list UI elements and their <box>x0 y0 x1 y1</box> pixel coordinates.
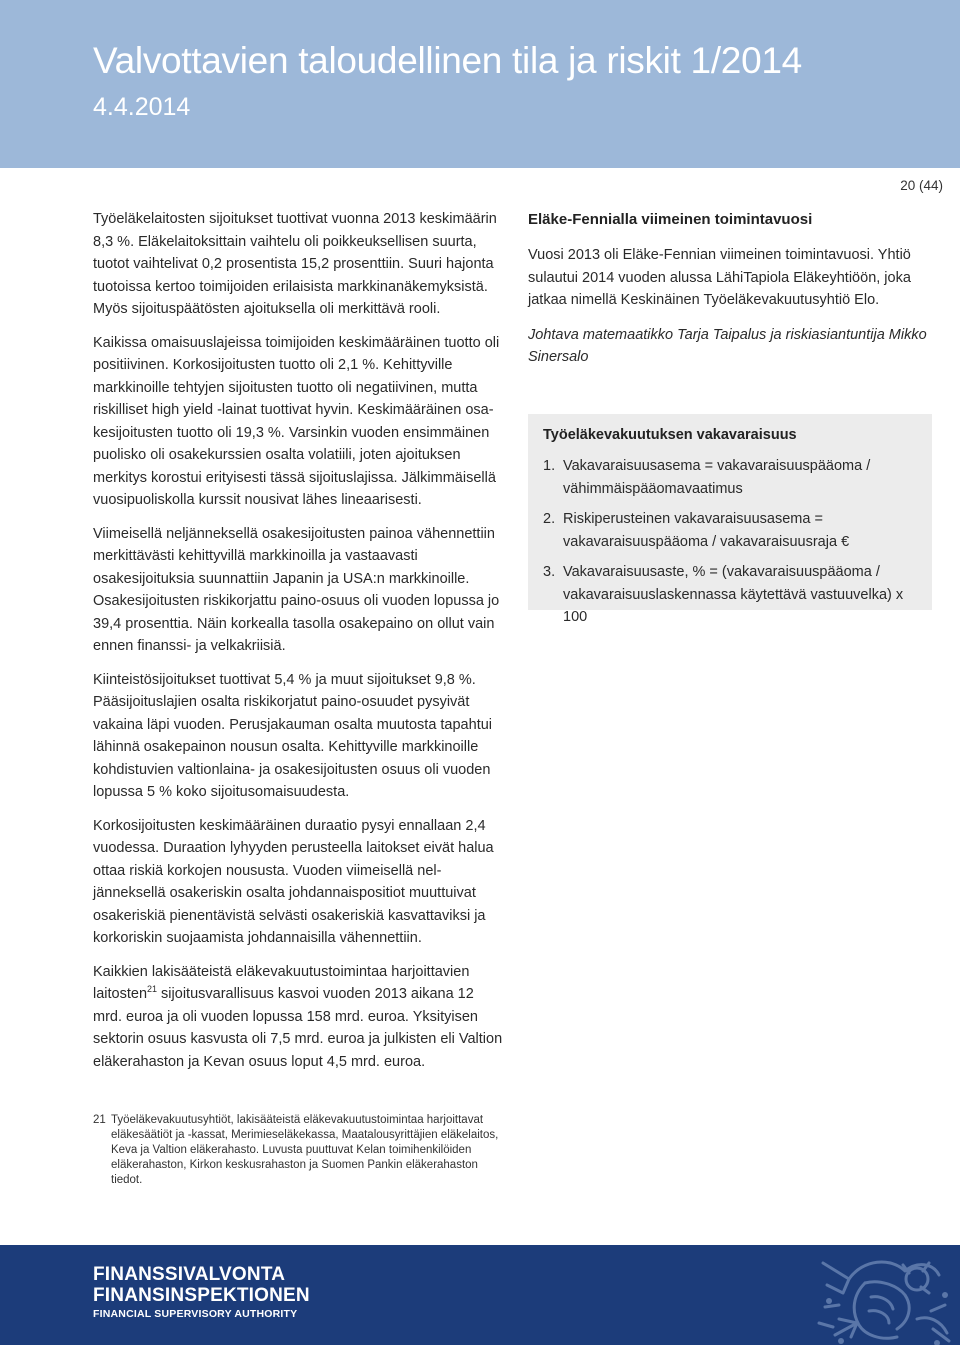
footnote-number: 21 <box>93 1114 106 1126</box>
list-item <box>543 561 917 629</box>
logo-line-finnish: FINANSSIVALVONTA <box>93 1264 286 1285</box>
footnote <box>93 1113 503 1188</box>
coat-of-arms-lion-icon <box>805 1249 960 1345</box>
organization-logo <box>93 1264 310 1322</box>
left-column <box>93 208 505 1084</box>
paragraph-text: sijoitusvarallisuus kasvoi vuoden 2013 aikana 12 mrd. euroa ja oli vuoden lopussa 158 mrd. euroa. Yksityisen sektorin osuus kasvusta oli 7,5 mrd. euroa ja julkisten eli Valtion eläkerahaston ja Kevan osuus loput 4,5 mrd. euroa. <box>93 986 503 1070</box>
report-date: 4.4.2014 <box>93 93 191 121</box>
logo-line-english: FINANCIAL SUPERVISORY AUTHORITY <box>93 1308 298 1320</box>
paragraph: Työeläkelaitosten sijoitukset tuottivat vuonna 2013 keskimäärin 8,3 %. Eläkelaitoksittain vaihtelu oli poikkeuksellisen suurta, tuotot vaihtelivat 0,2 prosentista 15,2 prosenttiin. Suuri hajonta tuotoissa kertoo toimijoiden erilaisista markkinanäkemyksistä. Myös sijoituspäätösten ajoituksella oli merkittävä rooli. <box>93 211 497 317</box>
footnote-text: Työeläkevakuutusyhtiöt, lakisääteistä eläkevakuutustoimintaa harjoittavat eläkesäätiöt ja -kassat, Merimieseläkekassa, Maatalousyrittäjien eläkelaitos, Keva ja Valtion eläkerahasto. Luvusta puuttuvat Kelan toimihenkilöiden eläkerahaston, Kirkon keskusrahaston ja Suomen Pankin eläkerahaston tiedot. <box>111 1114 499 1186</box>
paragraph: Kiinteistösijoitukset tuottivat 5,4 % ja muut sijoitukset 9,8 %. Pääsijoituslajien osalta riskikorjatut paino-osuudet pysyivät vakaina läpi vuoden. Perusjakauman osalta muutosta tapahtui lähinnä osakepainon nousun osalta. Kehittyville markkinoille kohdistuvien valtionlaina- ja osakesijoitusten osuus oli vuoden lopussa 5 % koko sijoitusomaisuudesta. <box>93 671 493 800</box>
item-text: Vakavaraisuusasema = vakavaraisuuspääoma / vähimmäispääomavaatimus <box>563 458 871 497</box>
footer-band <box>0 1245 960 1345</box>
paragraph-text: Kaikkien lakisääteistä eläkevakuutustoimintaa harjoittavien laitosten <box>93 963 470 1002</box>
item-number: 2. <box>543 511 556 527</box>
item-text: Vakavaraisuusaste, % = (vakavaraisuuspääoma / vakavaraisuuslaskennassa käytettävä vastuuvelka) x 100 <box>563 564 904 625</box>
paragraph: Viimeisellä neljänneksellä osakesijoitusten painoa vähennettiin merkittävästi kehittyvillä markkinoilla ja vastaavasti osakesijoituksia suunnattiin Japanin ja USA:n markkinoille. Osakesijoitusten riskikorjattu paino-osuus oli vuoden lopussa jo 39,4 prosenttia. Näin korkealla tasolla osakepaino on ollut vain ennen finanssi- ja velkakriisiä. <box>93 525 500 654</box>
page-title: Valvottavien taloudellinen tila ja riskit 1/2014 <box>93 40 802 81</box>
list-item <box>543 508 917 553</box>
footnote-reference[interactable]: 21 <box>147 984 158 995</box>
item-number: 3. <box>543 564 556 580</box>
definition-list <box>543 455 917 629</box>
right-column <box>528 208 933 381</box>
author-note: Johtava matemaatikko Tarja Taipalus ja riskiasiantuntija Mikko Sinersalo <box>528 326 927 365</box>
page-number: 20 (44) <box>900 178 943 193</box>
box-title: Työeläkevakuutuksen vakavaraisuus <box>543 427 797 443</box>
paragraph: Korkosijoitusten keskimääräinen duraatio pysyi ennallaan 2,4 vuodessa. Duraation lyhyyden perusteella laitokset eivät halua ottaa riskiä korkojen noususta. Vuoden viimeisellä neljänneksellä osakeriskin osalta johdannaispositiot muuttuivat osakeriskiä pienentävistä selvästi osakeriskiä kasvattaviksi ja korkoriskin suojaamista johdannaisilla vähennettiin. <box>93 817 494 946</box>
definition-box <box>528 414 932 625</box>
paragraph: Kaikissa omaisuuslajeissa toimijoiden keskimääräinen tuotto oli positiivinen. Korkosijoitusten tuotto oli 2,1 %. Kehittyville markkinoille tehtyjen sijoitusten tuotto oli negatiivinen, mutta riskilliset high yield -lainat tuottivat hyvin. Keskimääräinen osakesijoitusten tuotto oli 19,3 %. Varsinkin vuoden ensimmäinen puolisko oli osakekurssien osalta volatiili, joten ajoituksen merkitys korostui erityisesti tässä sijoituslajissa. Jälkimmäisellä vuosipuoliskolla kurssit nousivat lähes lineaarisesti. <box>93 334 500 508</box>
logo-line-swedish: FINANSINSPEKTIONEN <box>93 1285 310 1306</box>
item-number: 1. <box>543 458 556 474</box>
section-heading: Eläke-Fennialla viimeinen toimintavuosi <box>528 211 813 228</box>
list-item <box>543 455 917 500</box>
item-text: Riskiperusteinen vakavaraisuusasema = vakavaraisuuspääoma / vakavaraisuusraja € <box>563 511 850 550</box>
header-band <box>0 0 960 168</box>
paragraph: Vuosi 2013 oli Eläke-Fennian viimeinen toimintavuosi. Yhtiö sulautui 2014 vuoden alussa LähiTapiola Eläkeyhtiöön, joka jatkaa nimellä Keskinäinen Työeläkevakuutusyhtiö Elo. <box>528 247 911 308</box>
paragraph-with-footnote <box>93 961 505 1074</box>
